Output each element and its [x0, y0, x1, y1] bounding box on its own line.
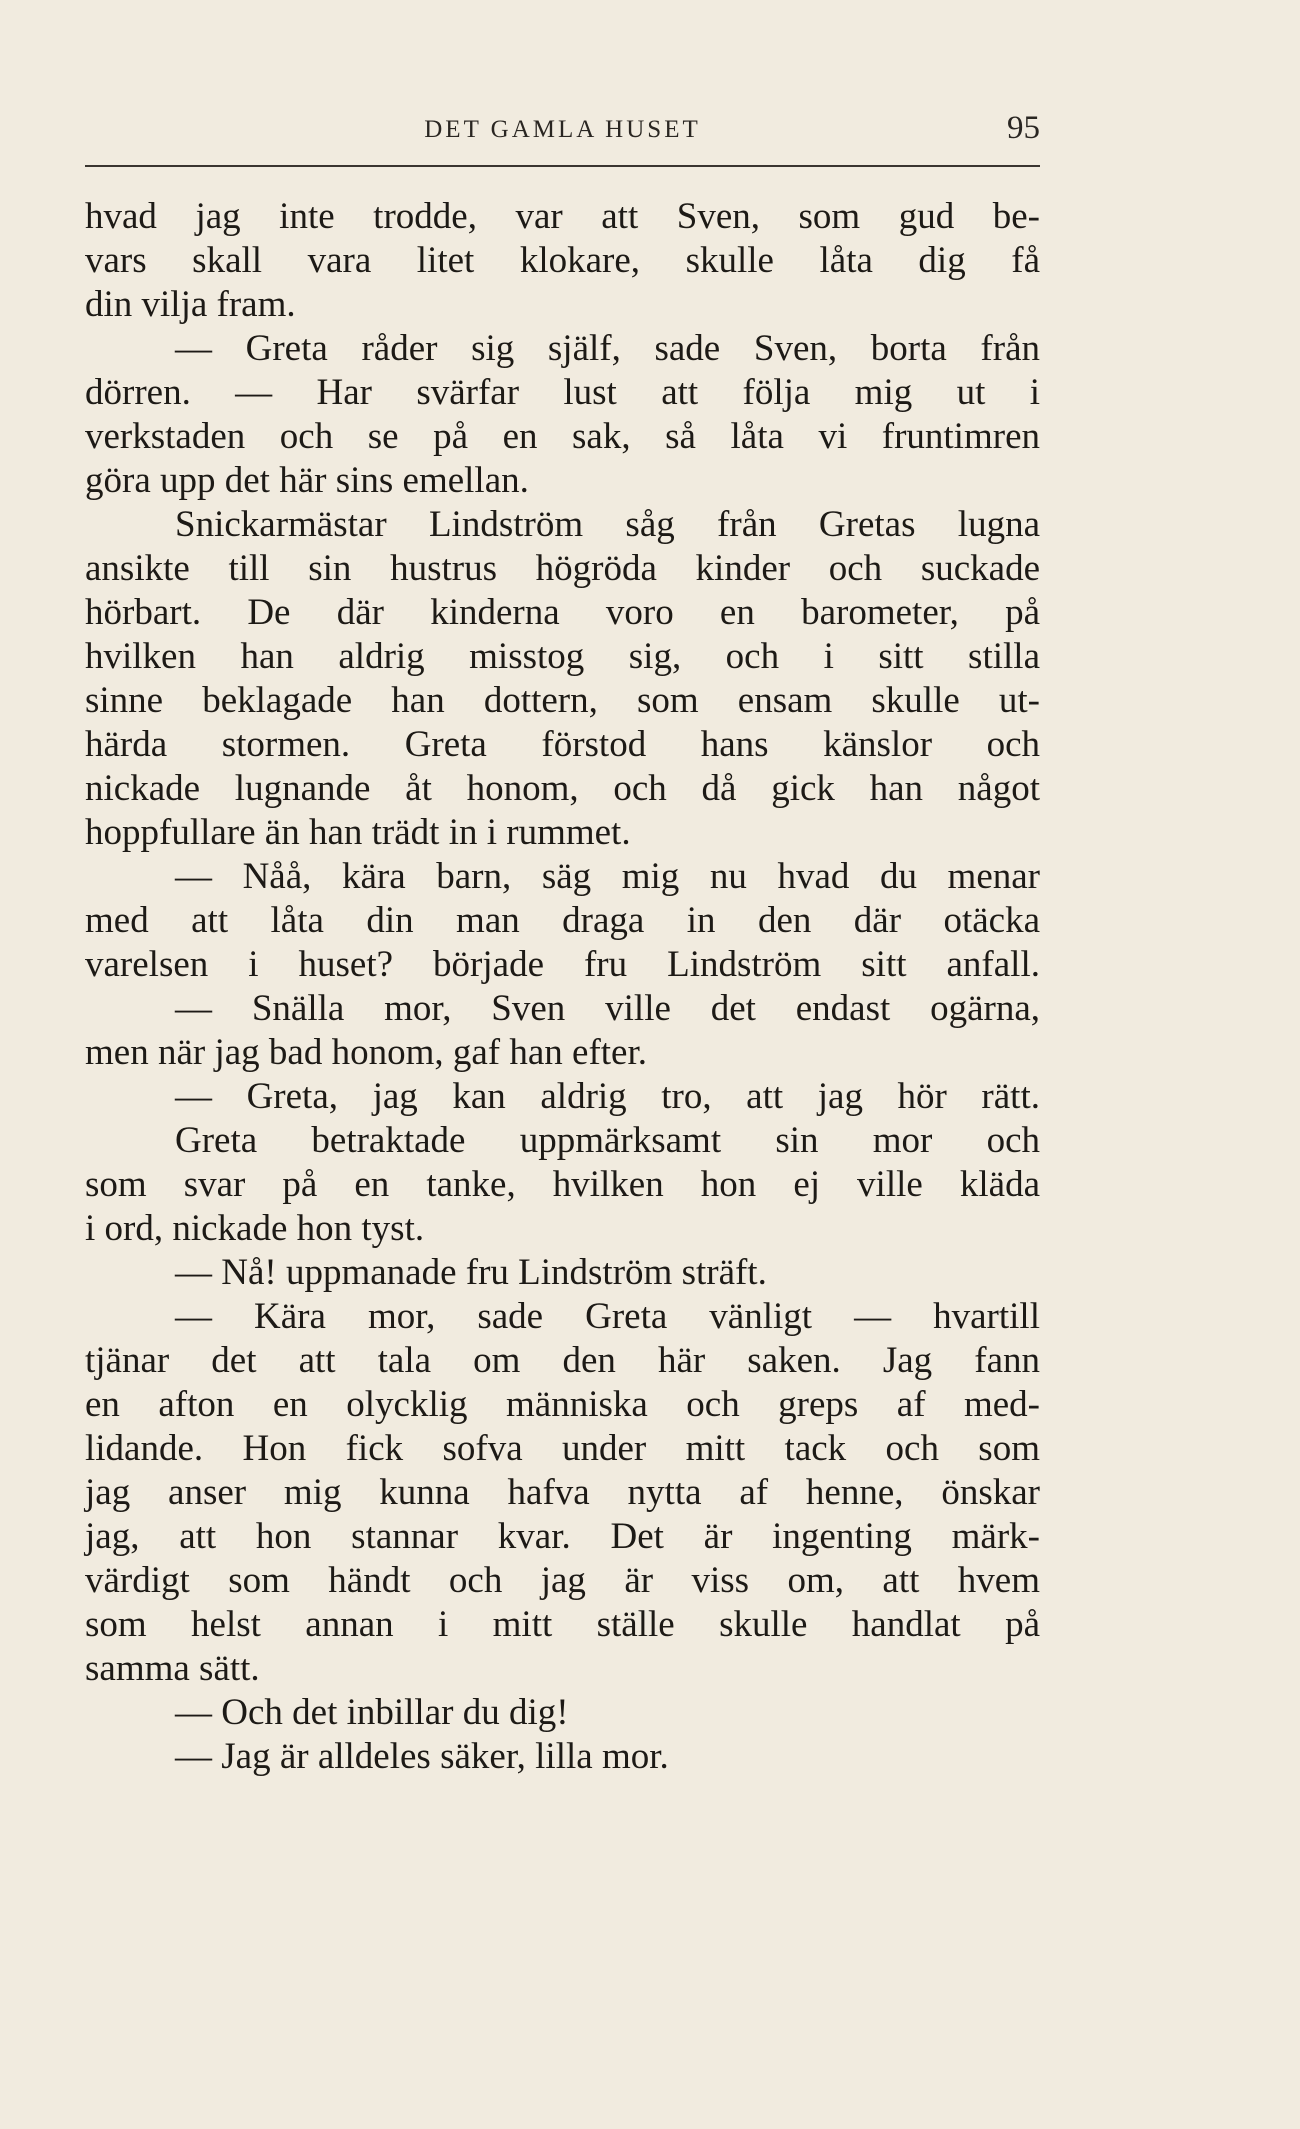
text-line: — Greta, jag kan aldrig tro, att jag hör rätt.: [175, 1076, 1040, 1117]
text-line: en afton en olycklig människa och greps af med-: [85, 1384, 1040, 1425]
text-line: jag, att hon stannar kvar. Det är ingenting märk-: [85, 1516, 1040, 1557]
text-line: — Snälla mor, Sven ville det endast ogärna,: [175, 988, 1040, 1029]
text-line: göra upp det här sins emellan.: [85, 460, 529, 501]
text-line: nickade lugnande åt honom, och då gick han något: [85, 768, 1040, 809]
header-rule: [85, 165, 1040, 167]
text-line: vars skall vara litet klokare, skulle låta dig få: [85, 240, 1040, 281]
body-text: [85, 195, 1040, 1779]
text-line: härda stormen. Greta förstod hans känslor och: [85, 724, 1040, 765]
text-line: samma sätt.: [85, 1648, 260, 1689]
text-line: med att låta din man draga in den där otäcka: [85, 900, 1040, 941]
text-line: ansikte till sin hustrus högröda kinder och suckade: [85, 548, 1040, 589]
text-line: Greta betraktade uppmärksamt sin mor och: [175, 1120, 1040, 1161]
text-line: dörren. — Har svärfar lust att följa mig ut i: [85, 372, 1040, 413]
text-line: — Jag är alldeles säker, lilla mor.: [175, 1736, 669, 1777]
text-line: hörbart. De där kinderna voro en barometer, på: [85, 592, 1040, 633]
text-line: jag anser mig kunna hafva nytta af henne, önskar: [85, 1472, 1040, 1513]
text-line: varelsen i huset? började fru Lindström sitt anfall.: [85, 944, 1040, 985]
text-line: värdigt som händt och jag är viss om, att hvem: [85, 1560, 1040, 1601]
text-line: — Och det inbillar du dig!: [175, 1692, 569, 1733]
running-head: DET GAMLA HUSET: [424, 116, 701, 143]
text-line: din vilja fram.: [85, 284, 296, 325]
text-line: verkstaden och se på en sak, så låta vi fruntimren: [85, 416, 1040, 457]
text-line: hoppfullare än han trädt in i rummet.: [85, 812, 631, 853]
text-line: Snickarmästar Lindström såg från Gretas lugna: [175, 504, 1040, 545]
text-line: — Greta råder sig själf, sade Sven, borta från: [175, 328, 1040, 369]
text-line: hvad jag inte trodde, var att Sven, som gud be-: [85, 196, 1040, 237]
page-header: [85, 110, 1040, 160]
text-line: tjänar det att tala om den här saken. Jag fann: [85, 1340, 1040, 1381]
text-line: — Kära mor, sade Greta vänligt — hvartill: [175, 1296, 1040, 1337]
text-line: i ord, nickade hon tyst.: [85, 1208, 425, 1249]
text-line: sinne beklagade han dottern, som ensam skulle ut-: [85, 680, 1040, 721]
text-line: — Nåå, kära barn, säg mig nu hvad du menar: [175, 856, 1040, 897]
text-line: som helst annan i mitt ställe skulle handlat på: [85, 1604, 1040, 1645]
text-line: men när jag bad honom, gaf han efter.: [85, 1032, 647, 1073]
text-line: — Nå! uppmanade fru Lindström sträft.: [175, 1252, 767, 1293]
text-line: hvilken han aldrig misstog sig, och i sitt stilla: [85, 636, 1040, 677]
text-line: lidande. Hon fick sofva under mitt tack och som: [85, 1428, 1040, 1469]
page-number: 95: [1007, 110, 1040, 146]
text-line: som svar på en tanke, hvilken hon ej ville kläda: [85, 1164, 1040, 1205]
